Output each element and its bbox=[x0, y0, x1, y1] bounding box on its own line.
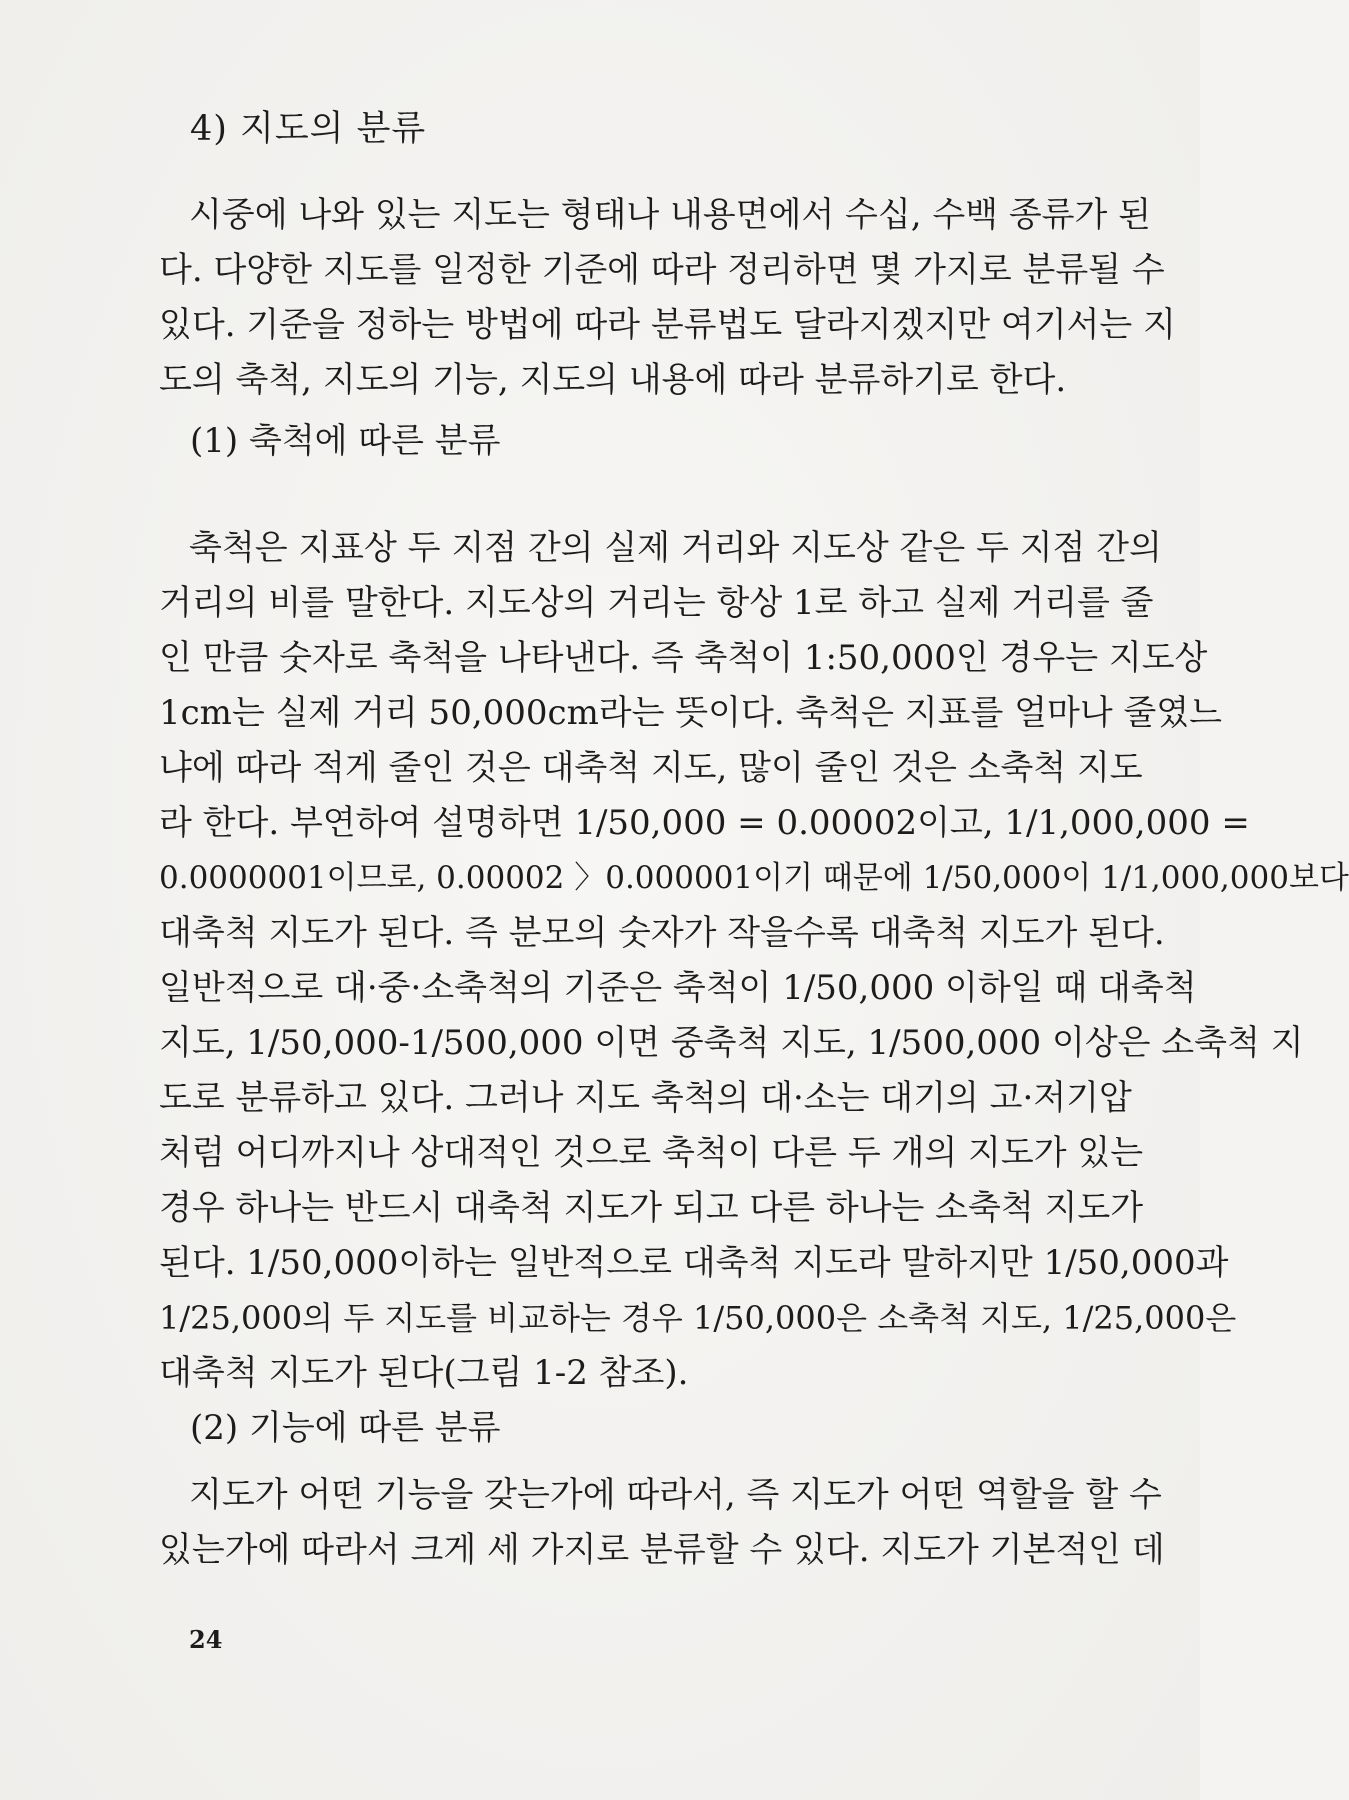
scale-paragraph bbox=[159, 521, 1349, 1401]
text-line: 있다. 기준을 정하는 방법에 따라 분류법도 달라지겠지만 여기서는 지 bbox=[159, 305, 1176, 345]
text-line: 거리의 비를 말한다. 지도상의 거리는 항상 1로 하고 실제 거리를 줄 bbox=[159, 583, 1154, 623]
text-line: 시중에 나와 있는 지도는 형태나 내용면에서 수십, 수백 종류가 된 bbox=[189, 195, 1152, 235]
text-line: 1/25,000의 두 지도를 비교하는 경우 1/50,000은 소축척 지도, 1/25,000은 bbox=[159, 1299, 1237, 1337]
page-number: 24 bbox=[189, 1625, 223, 1654]
subsection-heading-scale: (1) 축척에 따른 분류 bbox=[190, 421, 501, 461]
text-line: 0.0000001이므로, 0.00002 〉0.000001이기 때문에 1/50,000이 1/1,000,000보다 bbox=[159, 860, 1349, 896]
text-line: 일반적으로 대·중·소축척의 기준은 축척이 1/50,000 이하일 때 대축척 bbox=[159, 968, 1197, 1008]
subsection-heading-function: (2) 기능에 따른 분류 bbox=[190, 1408, 501, 1448]
text-line: 1cm는 실제 거리 50,000cm라는 뜻이다. 축척은 지표를 얼마나 줄였느 bbox=[159, 693, 1222, 733]
text-line: 지도, 1/50,000-1/500,000 이면 중축척 지도, 1/500,000 이상은 소축척 지 bbox=[159, 1023, 1304, 1063]
section-heading: 4) 지도의 분류 bbox=[190, 109, 427, 149]
text-line: 대축척 지도가 된다(그림 1-2 참조). bbox=[159, 1353, 689, 1393]
text-line: 도로 분류하고 있다. 그러나 지도 축척의 대·소는 대기의 고·저기압 bbox=[159, 1078, 1132, 1118]
text-line: 냐에 따라 적게 줄인 것은 대축척 지도, 많이 줄인 것은 소축척 지도 bbox=[159, 748, 1143, 788]
text-line: 된다. 1/50,000이하는 일반적으로 대축척 지도라 말하지만 1/50,000과 bbox=[159, 1243, 1229, 1283]
text-line: 라 한다. 부연하여 설명하면 1/50,000 = 0.00002이고, 1/1,000,000 = bbox=[159, 803, 1250, 843]
intro-paragraph bbox=[159, 188, 1176, 408]
text-line: 도의 축척, 지도의 기능, 지도의 내용에 따라 분류하기로 한다. bbox=[159, 360, 1067, 400]
text-line: 다. 다양한 지도를 일정한 기준에 따라 정리하면 몇 가지로 분류될 수 bbox=[159, 250, 1165, 290]
function-paragraph bbox=[159, 1468, 1165, 1578]
text-line: 인 만큼 숫자로 축척을 나타낸다. 즉 축척이 1:50,000인 경우는 지도상 bbox=[159, 638, 1208, 678]
text-line: 경우 하나는 반드시 대축척 지도가 되고 다른 하나는 소축척 지도가 bbox=[159, 1188, 1144, 1228]
text-line: 처럼 어디까지나 상대적인 것으로 축척이 다른 두 개의 지도가 있는 bbox=[159, 1133, 1144, 1173]
text-line: 있는가에 따라서 크게 세 가지로 분류할 수 있다. 지도가 기본적인 데 bbox=[159, 1530, 1165, 1570]
text-line: 축척은 지표상 두 지점 간의 실제 거리와 지도상 같은 두 지점 간의 bbox=[189, 528, 1162, 568]
text-line: 대축척 지도가 된다. 즉 분모의 숫자가 작을수록 대축척 지도가 된다. bbox=[159, 913, 1165, 953]
text-line: 지도가 어떤 기능을 갖는가에 따라서, 즉 지도가 어떤 역할을 할 수 bbox=[189, 1475, 1162, 1515]
